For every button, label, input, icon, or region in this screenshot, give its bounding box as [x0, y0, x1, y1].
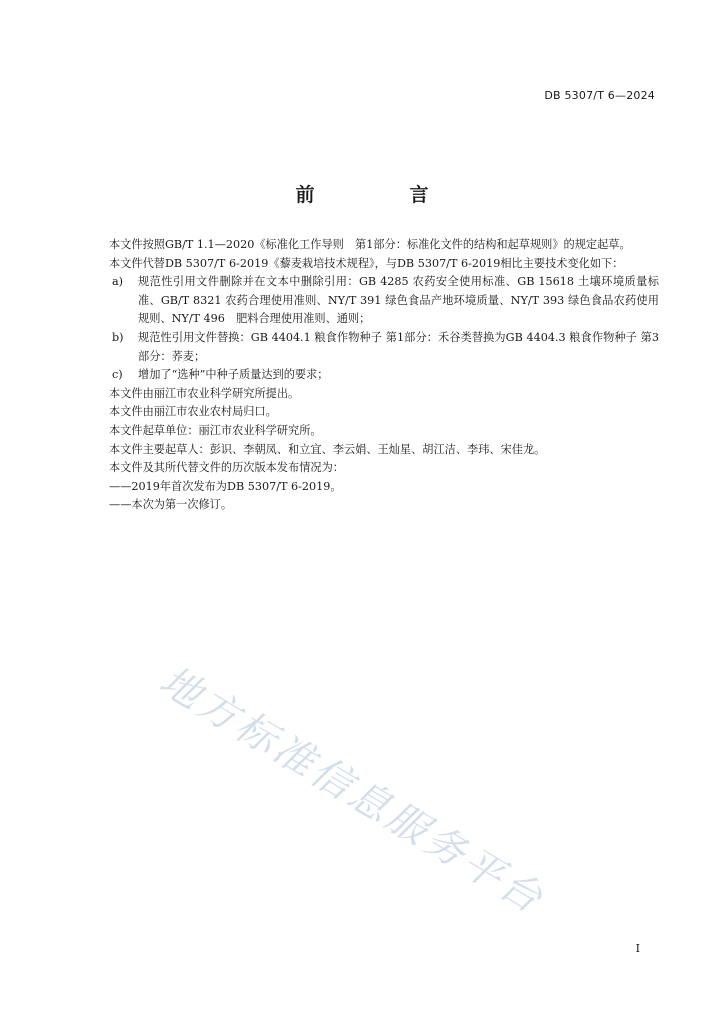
change-item-text: 规范性引用文件替换：GB 4404.1 粮食作物种子 第1部分：禾谷类替换为GB 4404.3 粮食作物种子 第3部分：荞麦；: [138, 330, 659, 363]
drafting-basis-paragraph: 本文件按照GB/T 1.1—2020《标准化工作导则 第1部分：标准化文件的结构和起草规则》的规定起草。: [109, 238, 631, 251]
proposer-line: 本文件由丽江市农业科学研究所提出。: [109, 386, 300, 400]
change-item-marker: c): [112, 368, 123, 382]
page-number: I: [635, 942, 640, 955]
history-intro-line: 本文件及其所代替文件的历次版本发布情况为：: [109, 461, 344, 475]
change-item-text: 规范性引用文件删除并在文本中删除引用：GB 4285 农药安全使用标准、GB 15618 土壤环境质量标准、GB/T 8321 农药合理使用准则、NY/T 391 绿色食品产地环境质量、NY/T 393 绿色食品农药使用规则、NY/T 496 肥料合理使用准则、通则；: [138, 275, 659, 326]
change-item-b: [87, 329, 659, 366]
administrator-line: 本文件由丽江市农业农村局归口。: [109, 405, 277, 419]
foreword-body: [87, 236, 659, 515]
history-second-line: ——本次为第一次修订。: [109, 498, 233, 512]
change-item-c: [87, 366, 659, 385]
replacement-paragraph: 本文件代替DB 5307/T 6-2019《藜麦栽培技术规程》，与DB 5307/T 6-2019相比主要技术变化如下：: [109, 256, 624, 270]
watermark: 地方标准信息服务平台: [151, 657, 553, 924]
change-item-text: 增加了“选种”中种子质量达到的要求；: [138, 368, 329, 382]
section-title: 前 言: [295, 184, 467, 206]
drafting-unit-line: 本文件起草单位：丽江市农业科学研究所。: [109, 423, 322, 437]
standard-code: DB 5307/T 6—2024: [544, 89, 655, 102]
drafters-line: 本文件主要起草人：彭识、李朝凤、和立宜、李云娟、王灿星、胡江洁、李玮、宋佳龙。: [109, 442, 546, 456]
history-first-line: ——2019年首次发布为DB 5307/T 6-2019。: [109, 479, 342, 493]
change-item-marker: a): [112, 275, 124, 289]
change-item-marker: b): [112, 330, 124, 344]
change-item-a: [87, 273, 659, 329]
